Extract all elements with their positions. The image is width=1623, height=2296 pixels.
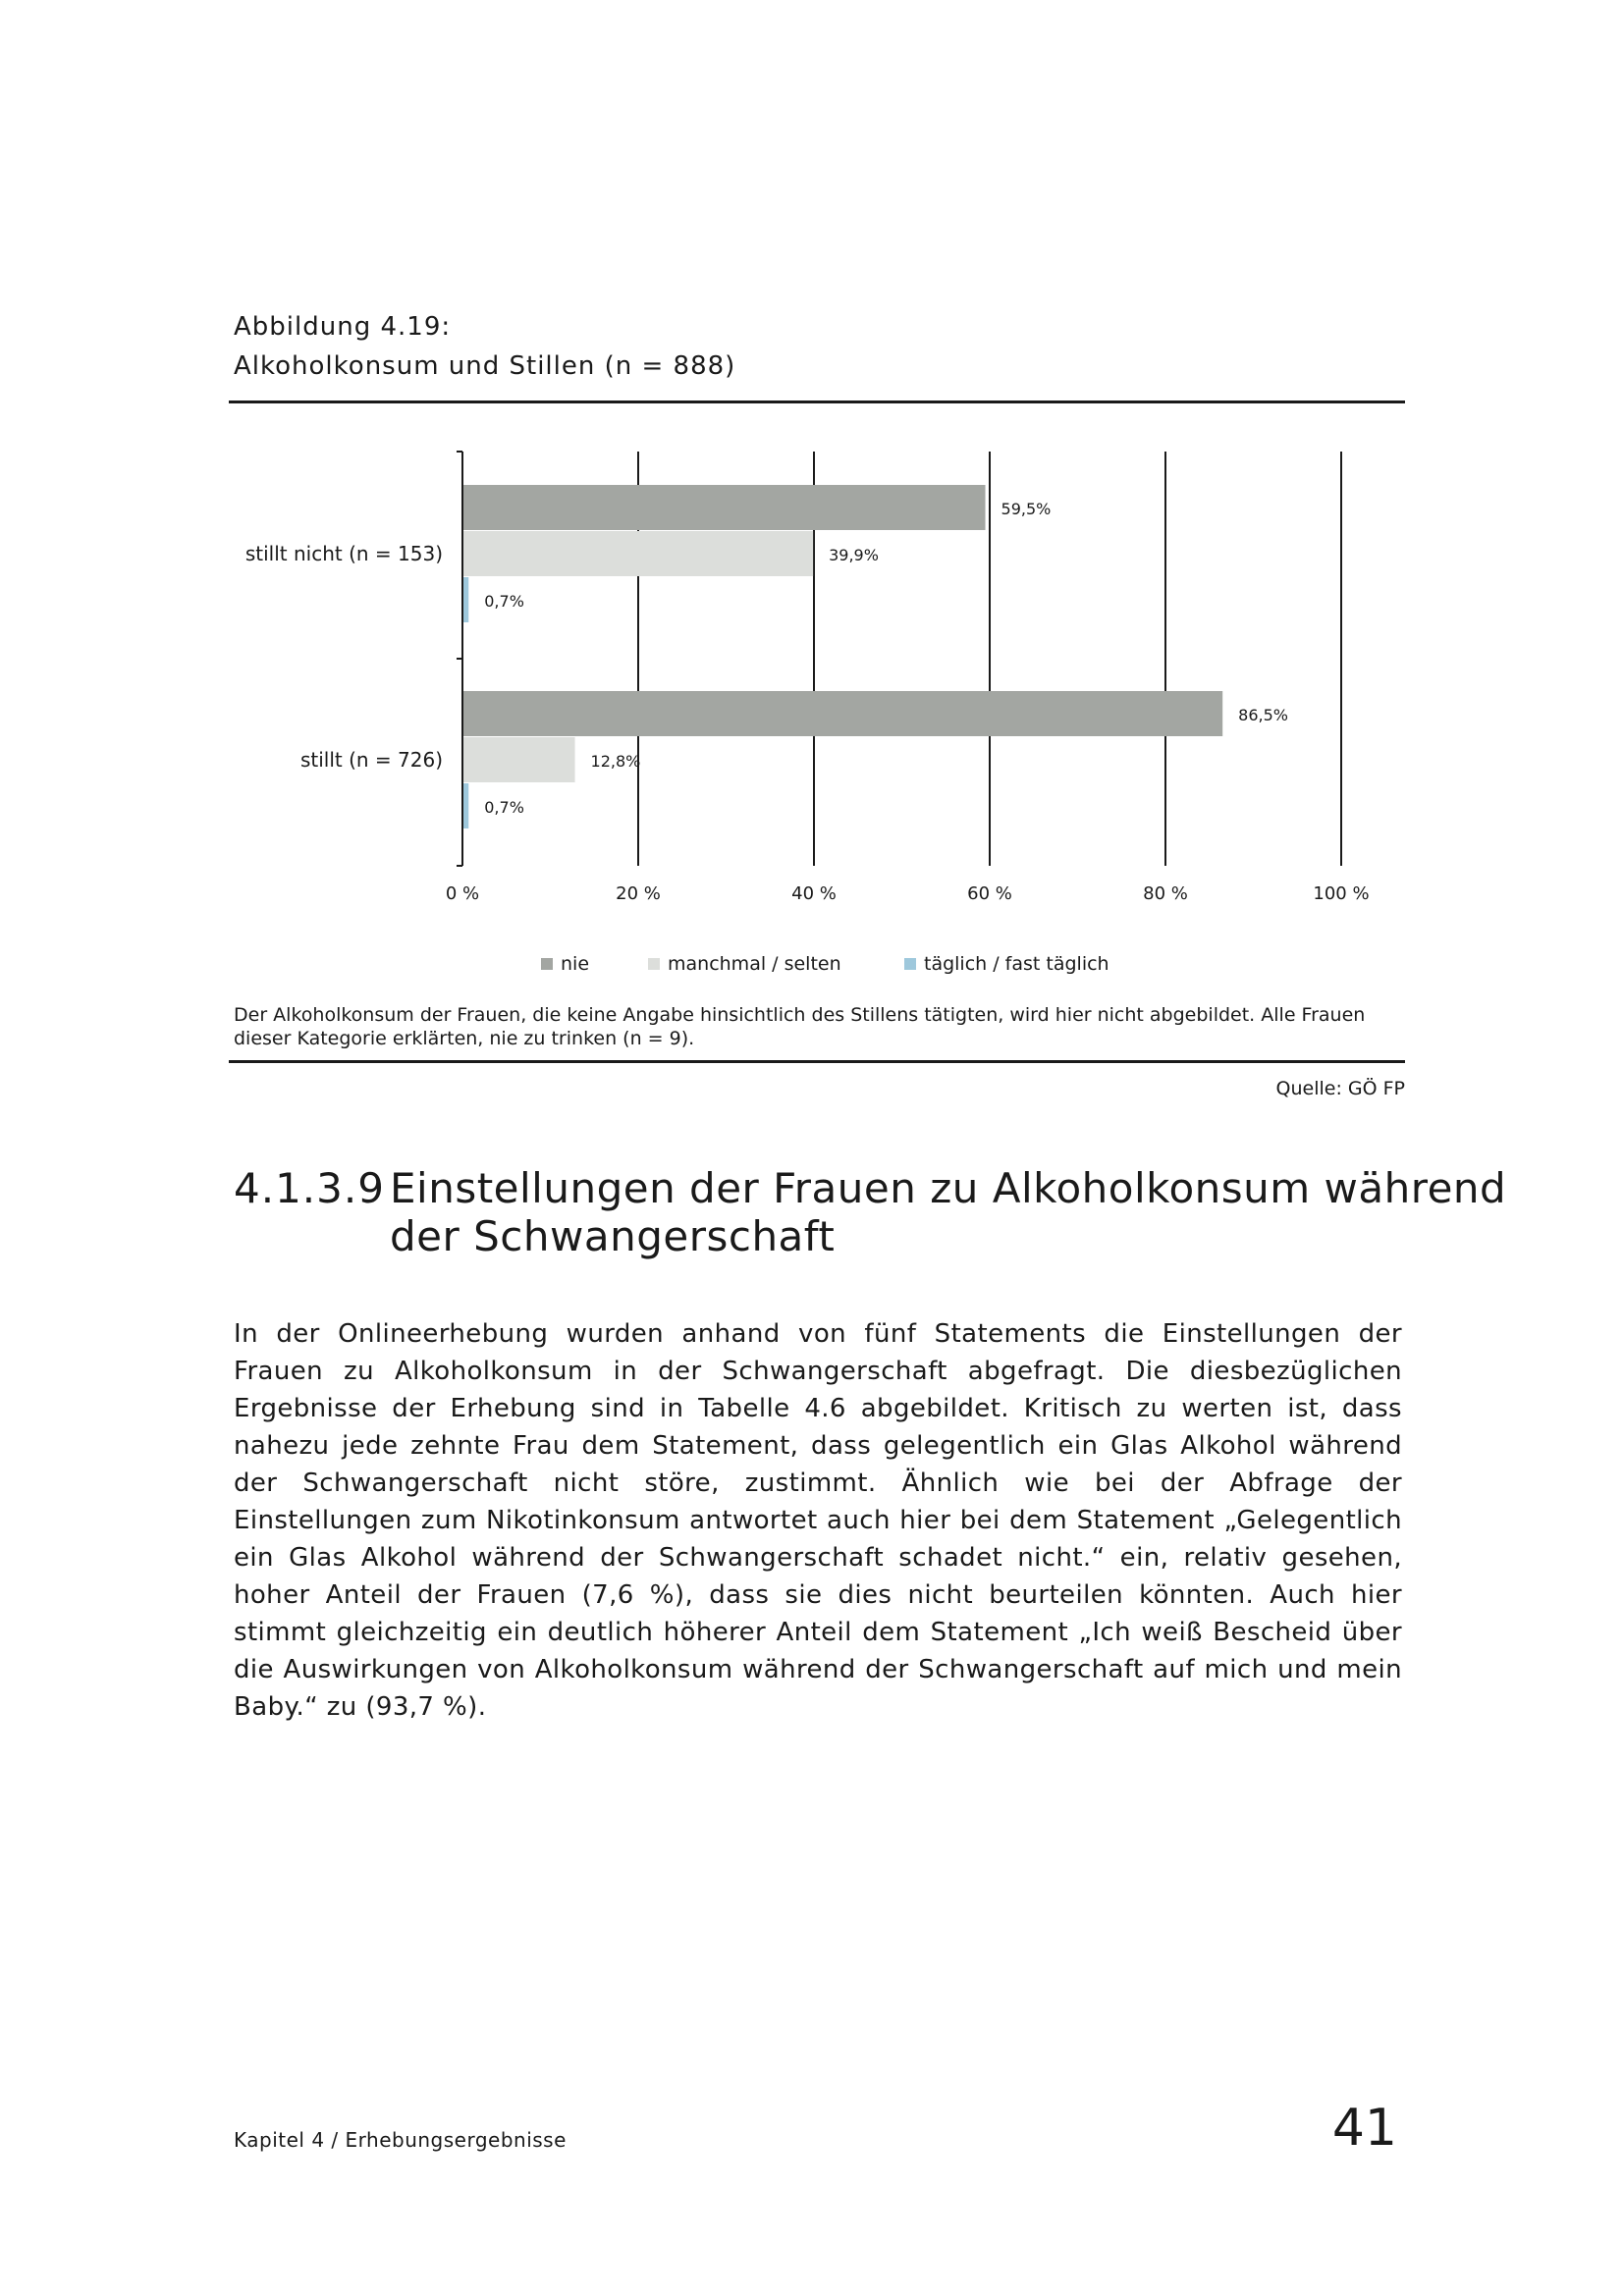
bar-label-0-1: 39,9% [829,546,879,564]
bar-chart [229,432,1405,991]
legend-label-2: täglich / fast täglich [924,953,1109,975]
bar-1-0 [462,691,1222,736]
x-tick-label-60: 60 % [967,883,1012,904]
bar-0-0 [462,485,986,530]
bar-label-1-1: 12,8% [590,752,641,771]
bar-label-1-0: 86,5% [1238,706,1289,724]
bar-0-1 [462,531,813,576]
x-tick-label-100: 100 % [1313,883,1370,904]
top-rule [229,400,1405,403]
figure-note: Der Alkoholkonsum der Frauen, die keine Angabe hinsichtlich des Stillens tätigten, wird hier nicht abgebildet. Alle Frauen dieser Kategorie erklärten, nie zu trinken (n = 9). [234,1004,1366,1049]
bar-label-0-0: 59,5% [1001,500,1052,518]
body-paragraph: In der Onlineerhebung wurden anhand von fünf Statements die Einstellungen der Frauen zu Alkoholkonsum in der Schwangerschaft abgefragt. Die diesbezüglichen Ergebnisse der Erhebung sind in Tabelle 4.6 abgebildet. Kritisch zu werten ist, dass nahezu jede zehnte Frau dem Statement, dass gelegentlich ein Glas Alkohol während der Schwangerschaft nicht störe, zustimmt. Ähnlich wie bei der Abfrage der Einstellungen zum Nikotinkonsum antwortet auch hier bei dem Statement „Gelegentlich ein Glas Alkohol während der Schwangerschaft schadet nicht.“ ein, relativ gesehen, hoher Anteil der Frauen (7,6 %), dass sie dies nicht beurteilen könnten. Auch hier stimmt gleichzeitig ein deutlich höherer Anteil dem Statement „Ich weiß Bescheid über die Auswirkungen von Alkoholkonsum während der Schwangerschaft auf mich und mein Baby.“ zu (93,7 %). [234,1319,1402,1722]
figure-title: Alkoholkonsum und Stillen (n = 888) [234,351,736,381]
x-tick-label-40: 40 % [791,883,837,904]
legend-swatch-2 [904,958,916,970]
section-title-line2: der Schwangerschaft [390,1212,836,1260]
legend-swatch-0 [541,958,553,970]
bar-1-1 [462,737,575,782]
legend-label-0: nie [561,953,590,975]
figure-source: Quelle: GÖ FP [1275,1078,1405,1099]
section-number: 4.1.3.9 [234,1164,385,1212]
x-tick-label-80: 80 % [1143,883,1188,904]
footer-chapter: Kapitel 4 / Erhebungsergebnisse [234,2128,567,2152]
category-label-0: stillt nicht (n = 153) [244,542,443,565]
x-tick-label-0: 0 % [445,883,480,904]
x-tick-label-20: 20 % [616,883,661,904]
category-label-1: stillt (n = 726) [299,748,443,772]
legend-label-1: manchmal / selten [668,953,841,975]
page-number: 41 [1331,2099,1397,2158]
bottom-rule [229,1060,1405,1063]
legend-swatch-1 [648,958,660,970]
bar-label-1-2: 0,7% [484,798,524,817]
figure-label: Abbildung 4.19: [234,312,452,342]
bar-label-0-2: 0,7% [484,592,524,611]
section-title-line1: Einstellungen der Frauen zu Alkoholkonsum während [390,1164,1507,1212]
